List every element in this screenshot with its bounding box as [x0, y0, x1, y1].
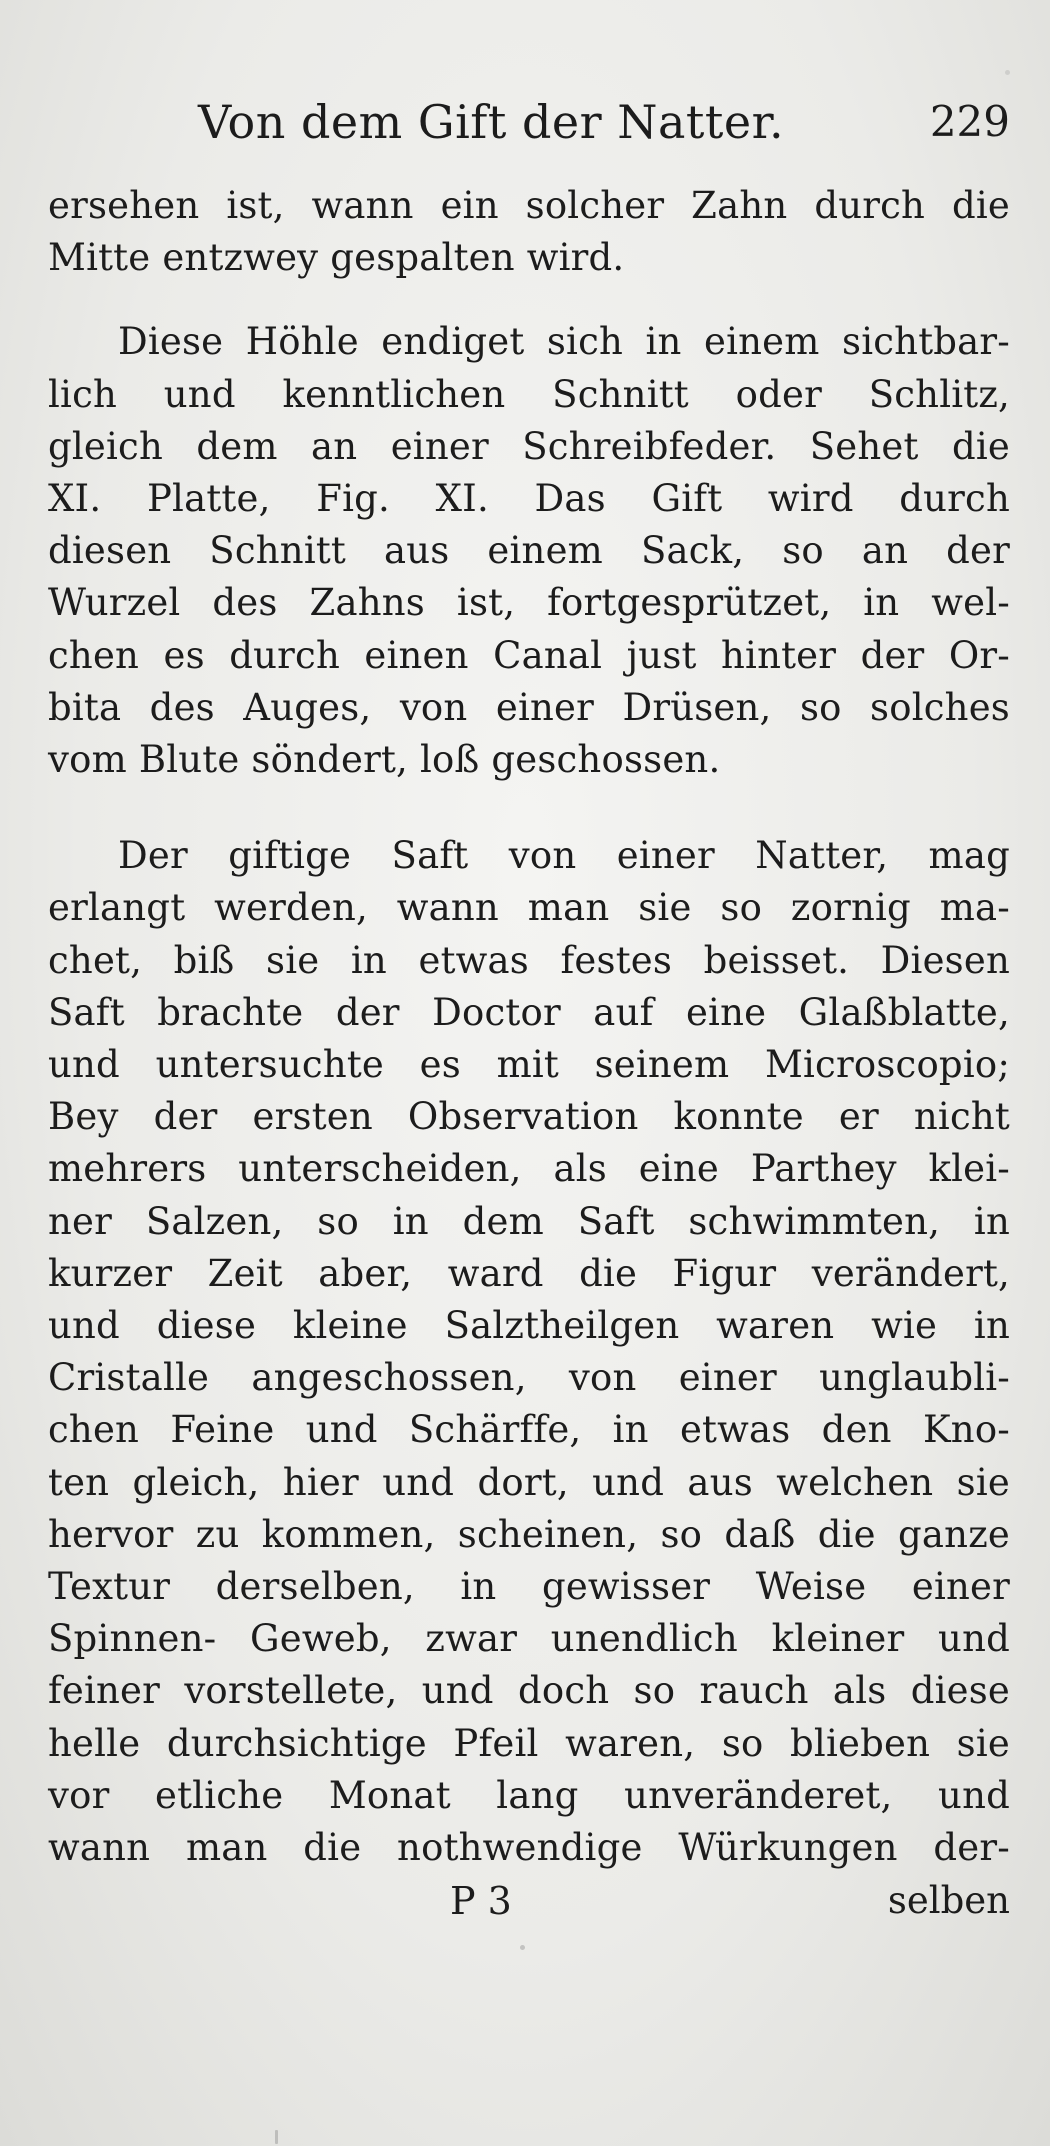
paragraph-gap	[48, 786, 1010, 830]
text-line: chen Feine und Schärffe, in etwas den Kno-	[48, 1408, 1010, 1452]
text-line: helle durchsichtige Pfeil waren, so blieben sie	[48, 1721, 1010, 1765]
text-line: Textur derselben, in gewisser Weise einer	[48, 1565, 1010, 1609]
text-line: vor etliche Monat lang unveränderet, und	[48, 1773, 1010, 1817]
text-line: bita des Auges, von einer Drüsen, so solches	[48, 685, 1010, 729]
text-line: diesen Schnitt aus einem Sack, so an der	[48, 529, 1010, 573]
text-line: vom Blute söndert, loß geschossen.	[48, 738, 721, 782]
text-line: Mitte entzwey gespalten wird.	[48, 236, 625, 280]
paragraph-gap	[48, 284, 1010, 316]
text-line: wann man die nothwendige Würkungen der-	[48, 1826, 1010, 1870]
text-line: und untersuchte es mit seinem Microscopio;	[48, 1043, 1010, 1087]
text-line: lich und kenntlichen Schnitt oder Schlitz,	[48, 372, 1010, 416]
text-line: Diese Höhle endiget sich in einem sichtbar-	[118, 320, 1010, 364]
page-number: 229	[929, 97, 1010, 146]
text-line: chet, biß sie in etwas festes beisset. Diesen	[48, 938, 1010, 982]
text-line: Cristalle angeschossen, von einer unglaubli-	[48, 1356, 1010, 1400]
paragraph-3	[48, 830, 1010, 1874]
text-line: chen es durch einen Canal just hinter der Or-	[48, 633, 1010, 677]
paper-speck	[275, 2130, 278, 2144]
text-line: ner Salzen, so in dem Saft schwimmten, in	[48, 1199, 1010, 1243]
text-line: Bey der ersten Observation konnte er nicht	[48, 1095, 1010, 1139]
text-line: gleich dem an einer Schreibfeder. Sehet die	[48, 424, 1010, 468]
text-line: Saft brachte der Doctor auf eine Glaßblatte,	[48, 990, 1010, 1034]
catchword: selben	[887, 1879, 1010, 1922]
paragraph-2	[48, 316, 1010, 786]
text-line: hervor zu kommen, scheinen, so daß die ganze	[48, 1512, 1010, 1556]
running-head-title: Von dem Gift der Natter.	[198, 95, 785, 149]
text-line: Wurzel des Zahns ist, fortgesprützet, in wel-	[48, 581, 1010, 625]
text-line: kurzer Zeit aber, ward die Figur verändert,	[48, 1251, 1010, 1295]
paper-speck	[1005, 70, 1010, 75]
text-line: Der giftige Saft von einer Natter, mag	[118, 834, 1010, 878]
text-line: und diese kleine Salztheilgen waren wie in	[48, 1304, 1010, 1348]
text-line: Spinnen- Geweb, zwar unendlich kleiner und	[48, 1617, 1010, 1661]
text-line: feiner vorstellete, und doch so rauch als diese	[48, 1669, 1010, 1713]
text-line: erlangt werden, wann man sie so zornig ma-	[48, 886, 1010, 930]
text-line: mehrers unterscheiden, als eine Parthey klei-	[48, 1147, 1010, 1191]
text-line: ersehen ist, wann ein solcher Zahn durch die	[48, 184, 1010, 227]
running-head	[48, 92, 1010, 152]
paragraph-1	[48, 180, 1010, 284]
text-line: ten gleich, hier und dort, und aus welchen sie	[48, 1460, 1010, 1504]
paper-speck	[520, 1945, 525, 1950]
signature-mark: P 3	[450, 1879, 512, 1923]
text-line: XI. Platte, Fig. XI. Das Gift wird durch	[48, 477, 1010, 521]
body-text	[48, 180, 1010, 1874]
page-footer	[48, 1875, 1010, 1927]
